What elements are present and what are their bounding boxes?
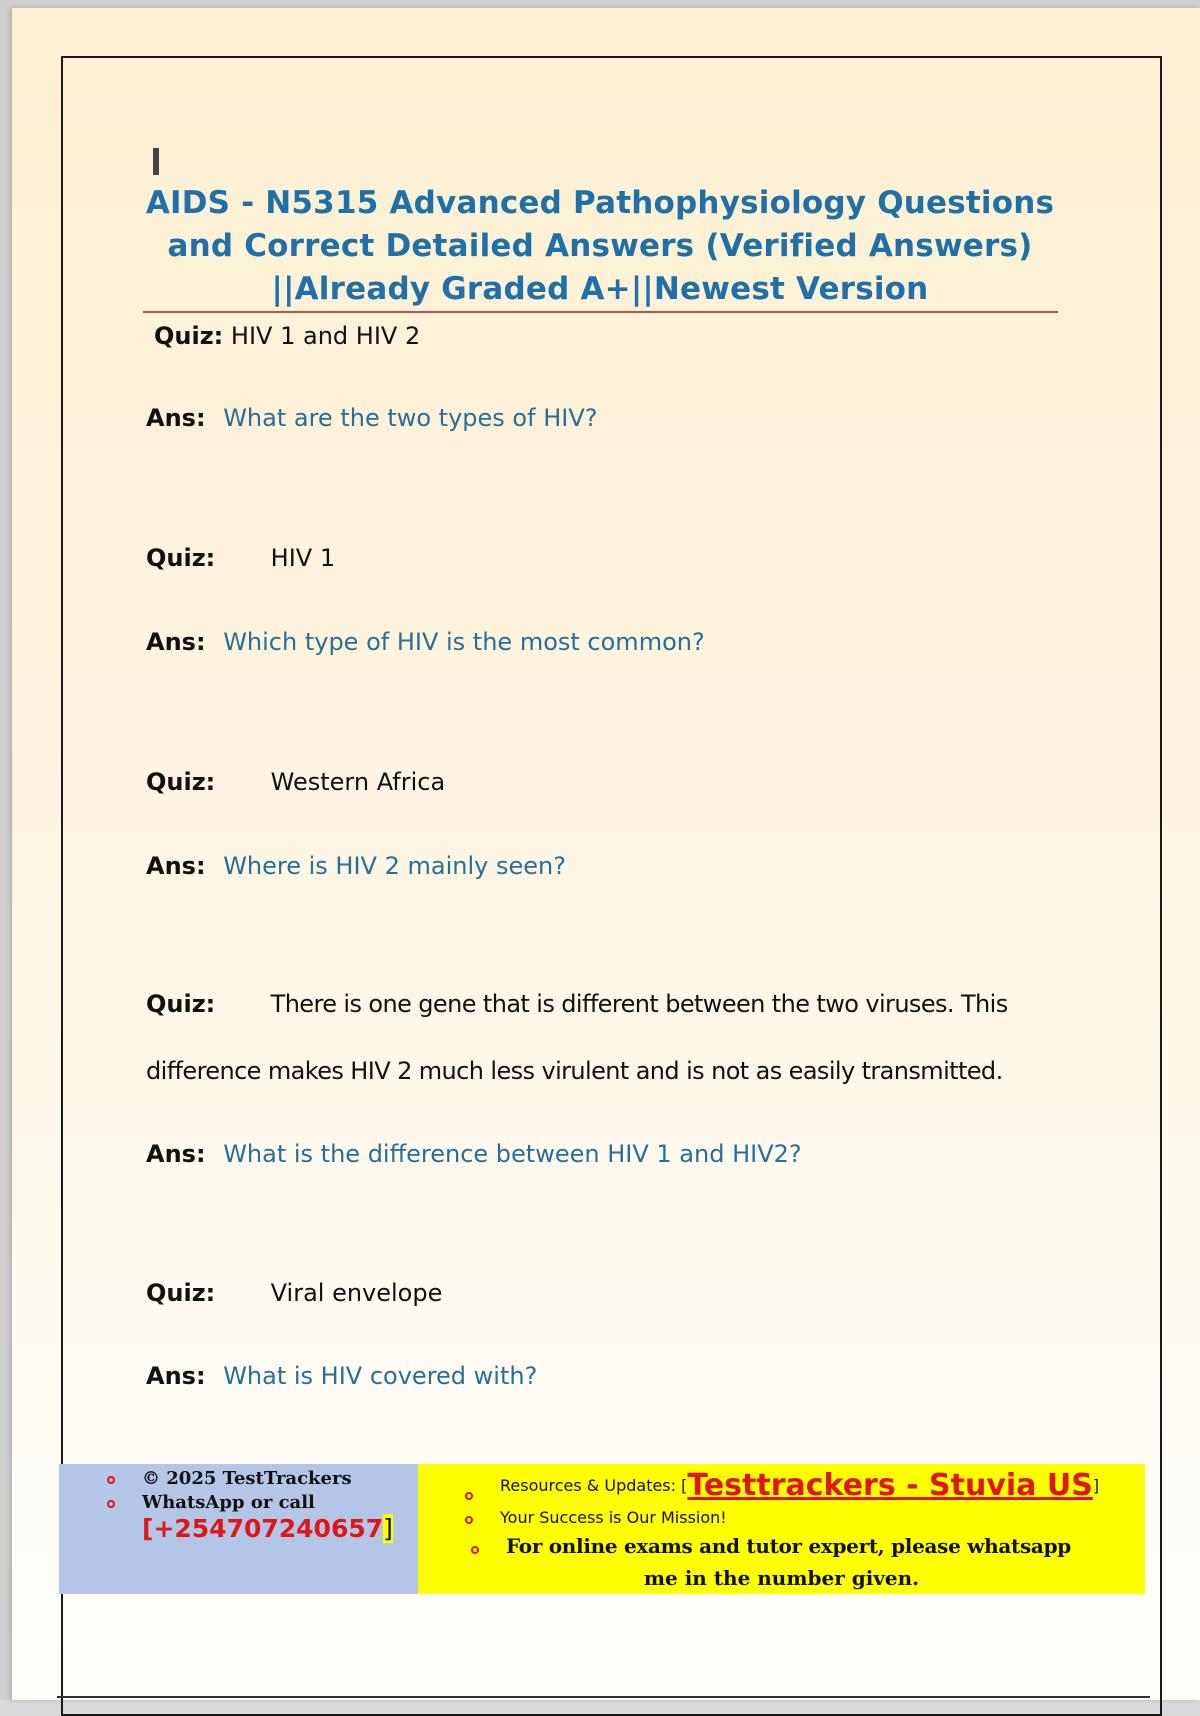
footer-resources-line [500, 1468, 1099, 1503]
quiz-line-4 [146, 990, 1008, 1018]
quiz-text: There is one gene that is different between the two viruses. This [270, 990, 1008, 1018]
bullet-icon [465, 1492, 473, 1500]
phone-close-bracket: ] [383, 1514, 393, 1543]
footer-copyright: © 2025 TestTrackers [142, 1468, 352, 1489]
answer-text: What is the difference between HIV 1 and HIV2? [223, 1140, 802, 1168]
quiz-label: Quiz: [146, 544, 216, 572]
answer-label: Ans: [146, 852, 206, 880]
answer-line-4 [146, 1140, 802, 1168]
quiz-line-3 [146, 768, 445, 796]
footer-whatsapp-label: WhatsApp or call [142, 1492, 315, 1513]
bullet-icon [107, 1500, 115, 1508]
page-bottom-rule [57, 1696, 1150, 1698]
footer-resources-box [418, 1464, 1145, 1594]
quiz-line-2 [146, 544, 335, 572]
quiz-text: Western Africa [270, 768, 446, 796]
phone-open-bracket: [ [142, 1514, 154, 1543]
quiz-text: HIV 1 [270, 544, 336, 572]
answer-label: Ans: [146, 1362, 206, 1390]
resources-label: Resources & Updates: [ [500, 1476, 688, 1495]
answer-label: Ans: [146, 628, 206, 656]
footer-tutor-line-1: For online exams and tutor expert, please whatsapp [506, 1534, 1071, 1558]
resources-close-bracket: ] [1092, 1476, 1100, 1495]
document-title [140, 182, 1060, 311]
title-underline [143, 311, 1058, 313]
quiz-line-1 [154, 322, 420, 350]
phone-value: +254707240657 [153, 1514, 384, 1543]
quiz-text: HIV 1 and HIV 2 [230, 322, 421, 350]
resources-link[interactable]: Testtrackers - Stuvia US [687, 1468, 1093, 1503]
quiz-line-5 [146, 1279, 442, 1307]
answer-label: Ans: [146, 404, 206, 432]
quiz-label: Quiz: [146, 990, 216, 1018]
footer-contact-box [59, 1464, 418, 1594]
answer-line-3 [146, 852, 566, 880]
bullet-icon [465, 1516, 473, 1524]
bullet-icon [471, 1546, 479, 1554]
answer-label: Ans: [146, 1140, 206, 1168]
answer-text: Where is HIV 2 mainly seen? [223, 852, 566, 880]
text-cursor-icon [153, 148, 159, 175]
answer-text: Which type of HIV is the most common? [223, 628, 705, 656]
answer-text: What is HIV covered with? [223, 1362, 538, 1390]
quiz-line-4-continued: difference makes HIV 2 much less virulent and is not as easily transmitted. [146, 1057, 1003, 1085]
quiz-text: Viral envelope [270, 1279, 443, 1307]
quiz-label: Quiz: [154, 322, 224, 350]
title-line-1: AIDS - N5315 Advanced Pathophysiology Questions [145, 185, 1055, 221]
title-line-2: and Correct Detailed Answers (Verified Answers) [167, 228, 1033, 264]
footer-tutor-line-2: me in the number given. [643, 1566, 920, 1590]
bullet-icon [107, 1476, 115, 1484]
answer-text: What are the two types of HIV? [223, 404, 598, 432]
footer-mission: Your Success is Our Mission! [500, 1508, 727, 1527]
answer-line-5 [146, 1362, 537, 1390]
quiz-label: Quiz: [146, 1279, 216, 1307]
quiz-label: Quiz: [146, 768, 216, 796]
footer-phone-number[interactable] [142, 1514, 393, 1543]
answer-line-1 [146, 404, 597, 432]
title-line-3: ||Already Graded A+||Newest Version [271, 271, 929, 307]
answer-line-2 [146, 628, 705, 656]
